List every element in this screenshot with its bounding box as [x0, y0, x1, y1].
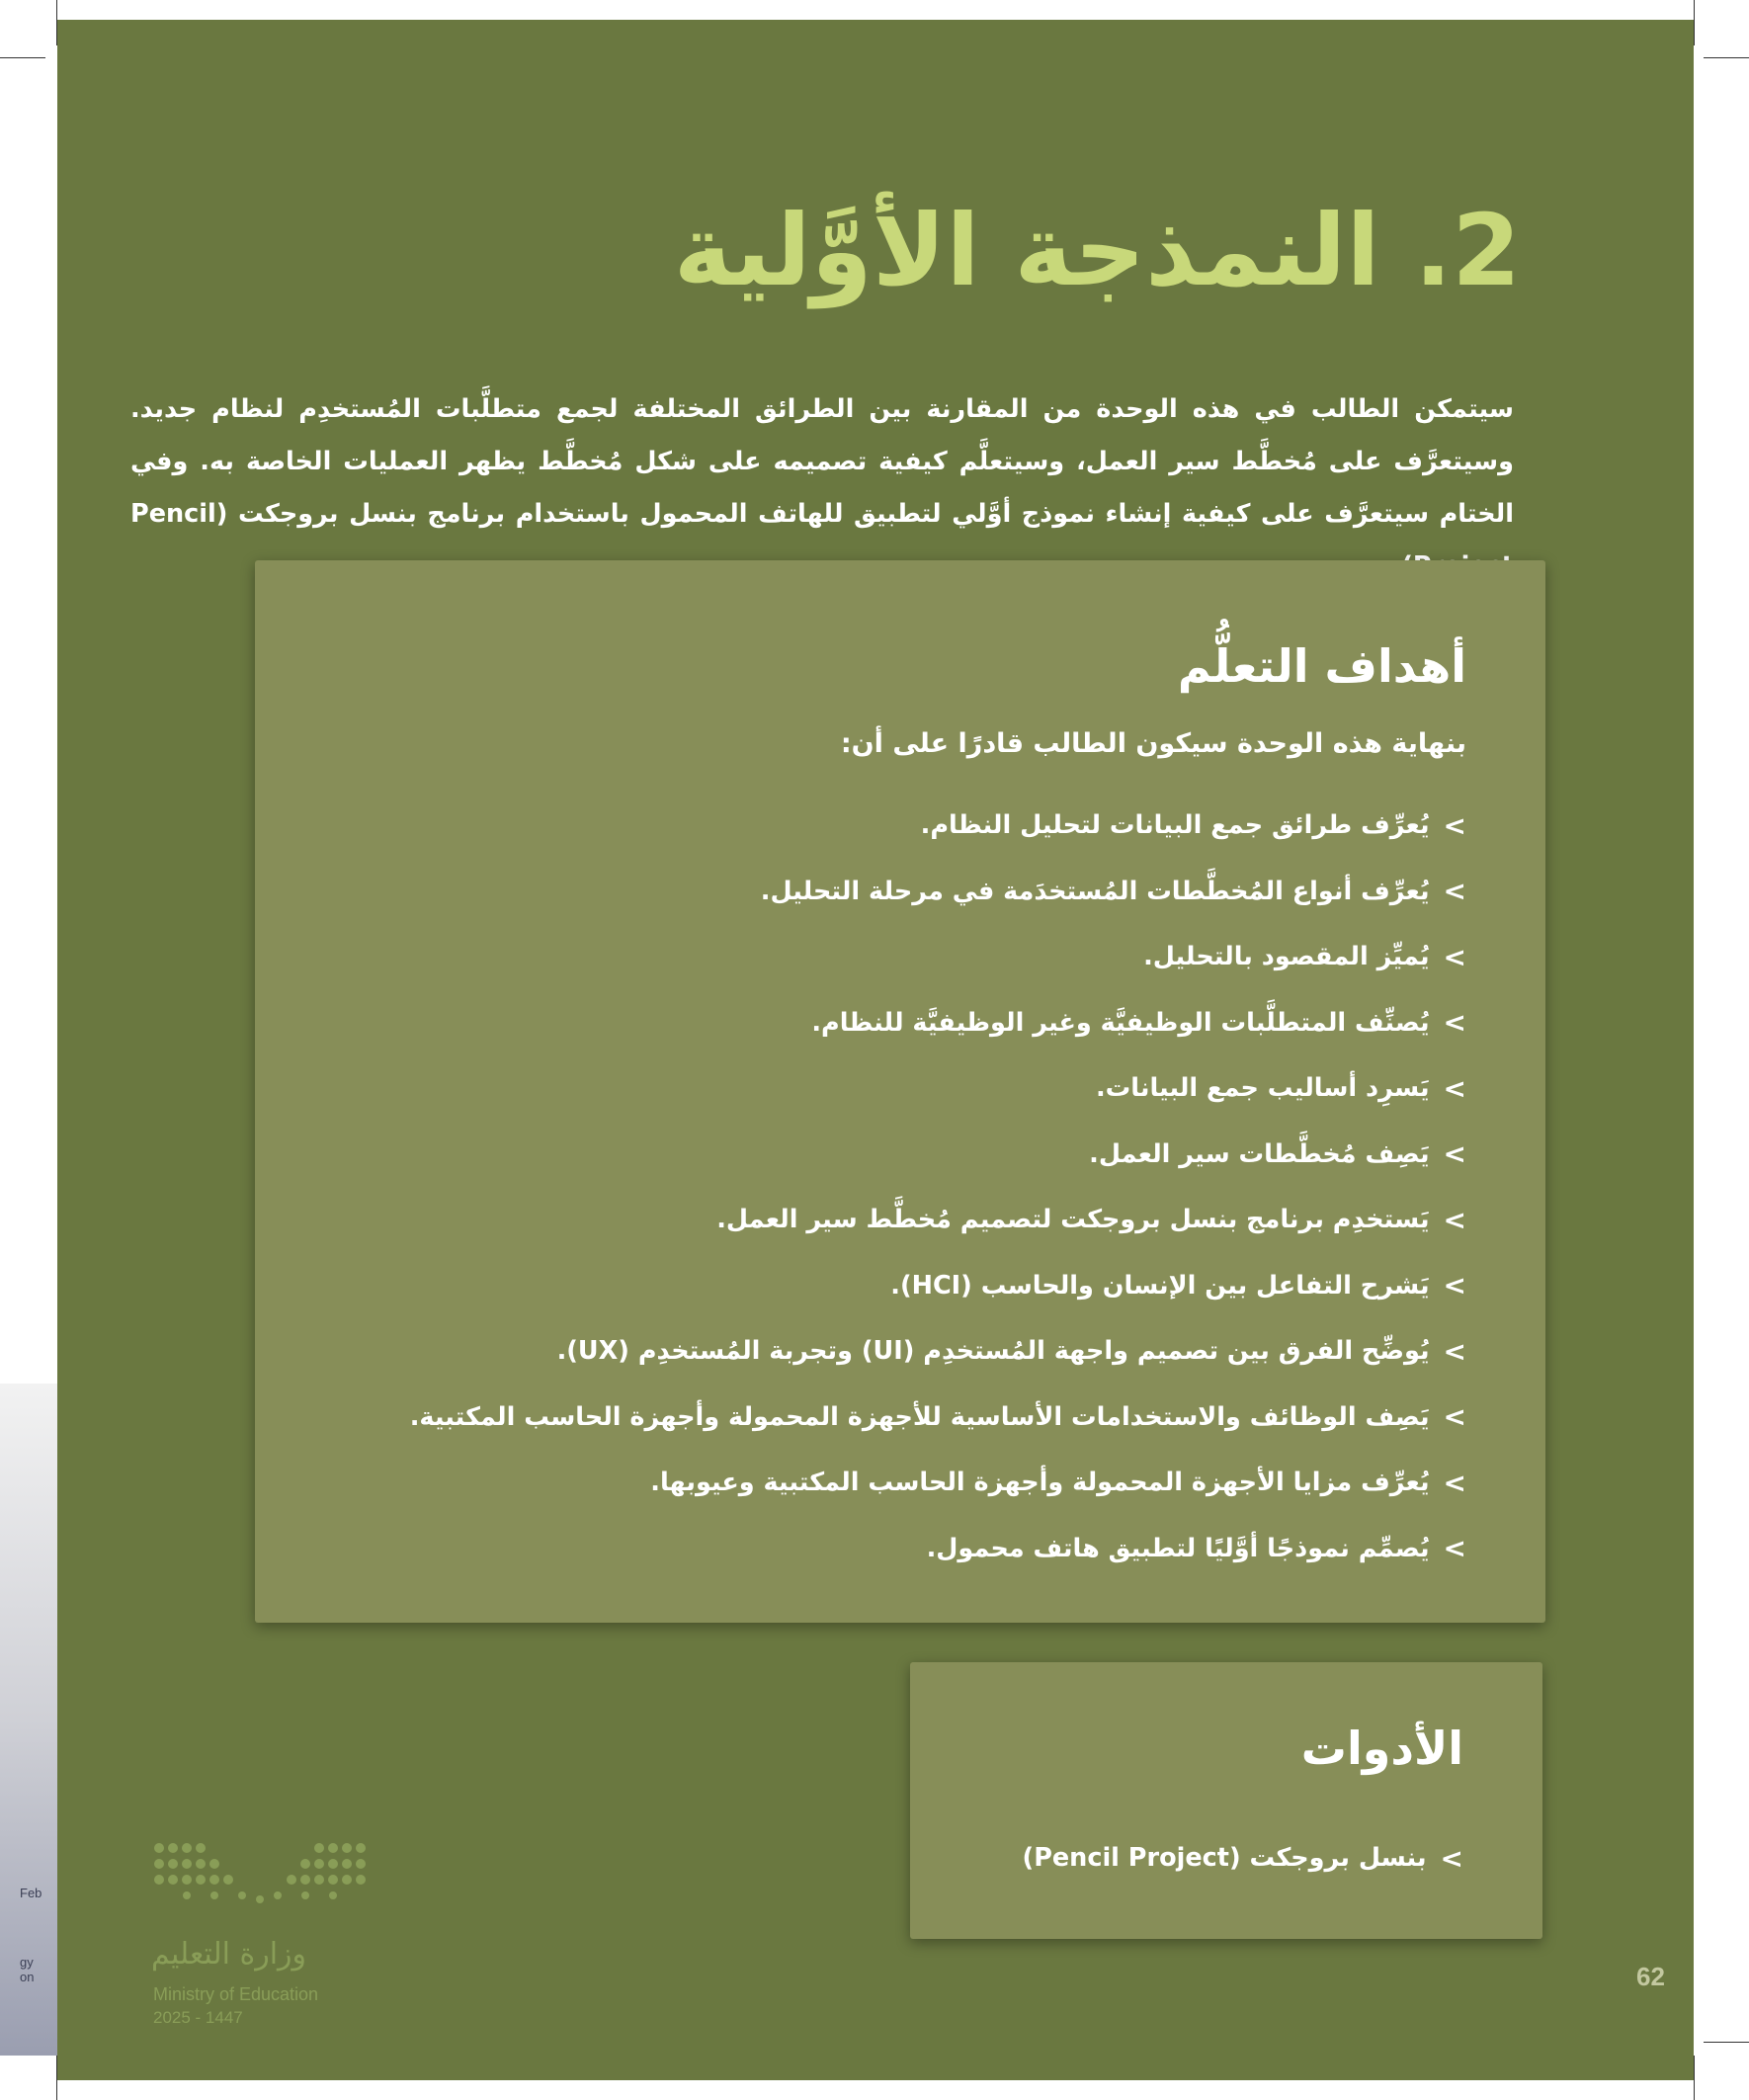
objective-text: يُعرِّف مزايا الأجهزة المحمولة وأجهزة الحاسب المكتبية وعيوبها.	[650, 1468, 1430, 1498]
objective-text: يُصمِّم نموذجًا أوَّليًا لتطبيق هاتف محمول.	[926, 1533, 1430, 1563]
list-item	[410, 1122, 1466, 1188]
adjacent-page-edge	[0, 1384, 57, 2056]
page	[57, 20, 1694, 2080]
page-title: 2. النمذجة الأوَّلية	[673, 193, 1521, 308]
chevron-bullet-icon: >	[1443, 1466, 1466, 1499]
chevron-bullet-icon: >	[1443, 1137, 1466, 1171]
list-item	[410, 1450, 1466, 1516]
objective-text: يَشرح التفاعل بين الإنسان والحاسب (HCI).	[890, 1270, 1430, 1301]
list-item	[410, 1385, 1466, 1451]
ministry-name-english: Ministry of Education	[153, 1984, 319, 2004]
ministry-year: 2025 - 1447	[153, 2008, 243, 2027]
list-item	[410, 859, 1466, 925]
crop-mark	[0, 57, 45, 58]
list-item	[1023, 1825, 1463, 1891]
tools-heading: الأدوات	[1300, 1722, 1463, 1775]
chevron-bullet-icon: >	[1443, 808, 1466, 842]
objective-text: يُميِّز المقصود بالتحليل.	[1143, 942, 1430, 972]
crop-mark	[1694, 2056, 1695, 2100]
page-number: 62	[1636, 1962, 1665, 1991]
ministry-logo-dots-icon	[151, 1838, 369, 1917]
chevron-bullet-icon: >	[1443, 1400, 1466, 1434]
intro-line: على كيفية إنشاء نموذج أوَّلي لتطبيق للهاتف المحمول باستخدام برنامج بنسل بروجكت (Pencil	[130, 499, 1314, 529]
list-item	[410, 1253, 1466, 1319]
chevron-bullet-icon: >	[1443, 1203, 1466, 1236]
list-item	[410, 1187, 1466, 1253]
tools-card	[910, 1662, 1542, 1939]
list-item	[410, 1055, 1466, 1122]
chevron-bullet-icon: >	[1443, 875, 1466, 908]
chevron-bullet-icon: >	[1443, 1071, 1466, 1105]
objective-text: يُصنِّف المتطلَّبات الوظيفيَّة وغير الوظيفيَّة للنظام.	[811, 1007, 1430, 1038]
objective-text: يَصِف مُخطَّطات سير العمل.	[1089, 1138, 1430, 1169]
objective-text: يُوضِّح الفرق بين تصميم واجهة المُستخدِم (UI) وتجربة المُستخدِم (UX).	[556, 1336, 1430, 1367]
list-item	[410, 793, 1466, 859]
learning-objectives-card	[255, 560, 1545, 1623]
objective-text: يَصِف الوظائف والاستخدامات الأساسية للأجهزة المحمولة وأجهزة الحاسب المكتبية.	[409, 1401, 1430, 1432]
intro-line: على مُخطَّط سير العمل، وسيتعلَّم كيفية تصميمه على شكل مُخطَّط يظهر العمليات الخاصة به. وفي الختام سيتعرَّف	[130, 447, 1514, 529]
objective-text: يُعرِّف طرائق جمع البيانات لتحليل النظام.	[920, 810, 1430, 841]
edge-text: on	[20, 1970, 35, 1984]
list-item	[410, 1516, 1466, 1582]
chevron-bullet-icon: >	[1443, 1532, 1466, 1565]
intro-line: سيتمكن الطالب في هذه الوحدة من المقارنة بين الطرائق المختلفة لجمع متطلَّبات المُستخدِم لنظام جديد. وسيتعرَّف	[130, 394, 1514, 476]
chevron-bullet-icon: >	[1443, 1269, 1466, 1302]
chevron-bullet-icon: >	[1443, 940, 1466, 973]
list-item	[410, 990, 1466, 1056]
objective-text: يَسرِد أساليب جمع البيانات.	[1095, 1073, 1430, 1104]
chevron-bullet-icon: >	[1440, 1841, 1463, 1875]
edge-text: Feb	[20, 1886, 42, 1900]
chevron-bullet-icon: >	[1443, 1006, 1466, 1040]
tools-list	[1023, 1825, 1463, 1891]
objective-text: يَستخدِم برنامج بنسل بروجكت لتصميم مُخطَّط سير العمل.	[716, 1205, 1430, 1235]
list-item	[410, 1318, 1466, 1385]
ministry-name-arabic: وزارة التعليم	[151, 1937, 307, 1972]
crop-mark	[1704, 57, 1749, 58]
objective-text: يُعرِّف أنواع المُخطَّطات المُستخدَمة في مرحلة التحليل.	[760, 876, 1430, 906]
crop-mark	[1694, 0, 1695, 45]
tool-text: بنسل بروجكت (Pencil Project)	[1022, 1843, 1427, 1874]
objectives-list	[410, 793, 1466, 1581]
crop-mark	[1704, 2042, 1749, 2043]
chevron-bullet-icon: >	[1443, 1334, 1466, 1368]
ministry-logo	[151, 1838, 378, 2036]
edge-text: gy	[20, 1955, 34, 1970]
list-item	[410, 924, 1466, 990]
objectives-intro: بنهاية هذه الوحدة سيكون الطالب قادرًا على أن:	[840, 728, 1466, 759]
objectives-heading: أهداف التعلُّم	[1177, 639, 1466, 693]
